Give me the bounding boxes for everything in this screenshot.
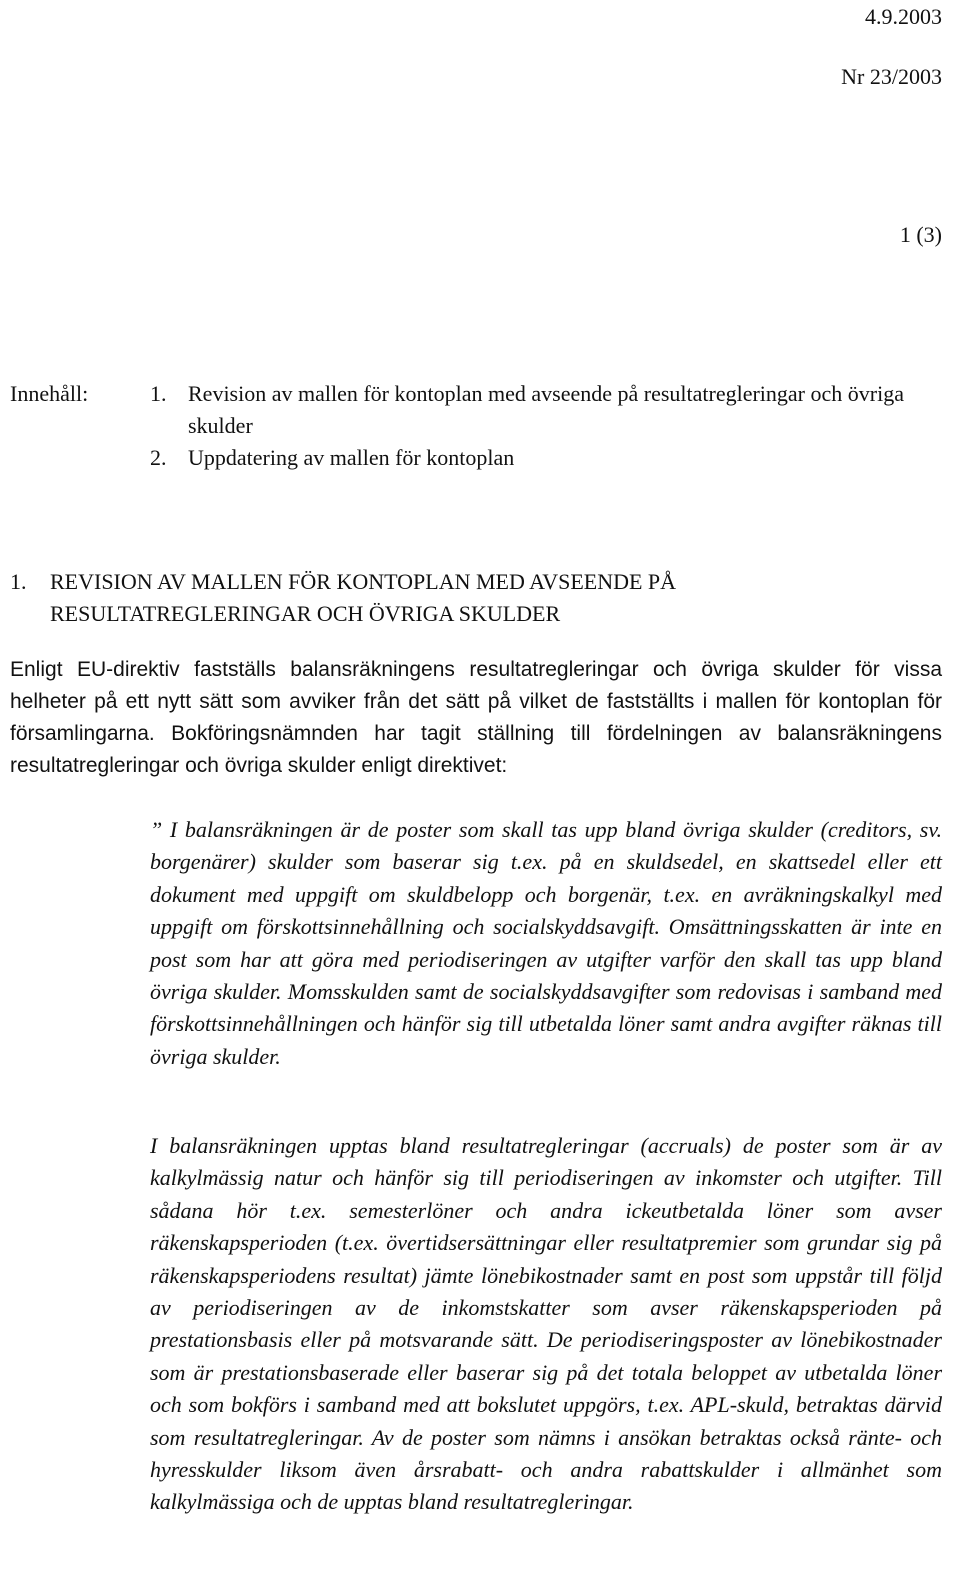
toc-item-text: Uppdatering av mallen för kontoplan <box>188 445 515 470</box>
document-date: 4.9.2003 <box>865 4 942 29</box>
section-number: 1. <box>10 569 27 594</box>
toc-item <box>150 442 910 474</box>
section-heading <box>10 566 870 630</box>
directive-quote-creditors: ” I balansräkningen är de poster som skall tas upp bland övriga skulder (creditors, sv. borgenärer) skulder som baserar sig t.ex. på en skuldsedel, en skattsedel eller ett dokument med uppgift om skuldbelopp och borgenär, t.ex. en avräkningskalkyl med uppgift om förskottsinnehållning och socialskyddsavgift. Omsättningsskatten är inte en post som har att göra med periodiseringen av utgifter varför den skall tas upp bland övriga skulder. Momsskulden samt de socialskyddsavgifter som redovisas i samband med förskottsinnehållningen och hänför sig till utbetalda löner samt andra avgifter räknas till övriga skulder. <box>150 817 942 1069</box>
toc-item-number: 2. <box>150 445 167 470</box>
toc-label: Innehåll: <box>10 381 89 406</box>
table-of-contents <box>150 378 910 474</box>
body-paragraph: Enligt EU-direktiv fastställs balansräkningens resultatregleringar och övriga skulder för vissa helheter på ett nytt sätt som avviker från det sätt på vilket de fastställts i mallen för kontoplan för församlingarna. Bokföringsnämnden har tagit ställning till fördelningen av balansräkningens resultatregleringar och övriga skulder enligt direktivet: <box>10 658 942 777</box>
page-number: 1 (3) <box>899 222 942 247</box>
toc-item-number: 1. <box>150 381 167 406</box>
issue-number: Nr 23/2003 <box>841 64 942 89</box>
directive-quote-accruals: I balansräkningen upptas bland resultatregleringar (accruals) de poster som är av kalkylmässig natur och hänför sig till periodiseringen av inkomster och utgifter. Till sådana hör t.ex. semesterlöner och andra ickeutbetalda löner som avser räkenskapsperioden (t.ex. övertidsersättningar eller resultatpremier som grundar sig på räkenskapsperiodens resultat) jämte lönebikostnader samt en post som uppstår till följd av periodiseringen av de inkomstskatter som avser räkenskapsperioden på prestationsbasis eller på motsvarande sätt. De periodiseringsposter av lönebikostnader som är prestationsbaserade eller baserar sig på det totala beloppet av utbetalda löner och som bokförs i samband med att bokslutet uppgörs, t.ex. APL-skuld, betraktas därvid som resultatregleringar. Av de poster som nämns i ansökan betraktas också ränte- och hyresskulder liksom även årsrabatt- och andra rabattskulder i allmänhet som kalkylmässiga och de upptas bland resultatregleringar. <box>150 1133 942 1515</box>
toc-item-text: Revision av mallen för kontoplan med avseende på resultatregleringar och övriga skulder <box>188 381 904 438</box>
section-title: REVISION AV MALLEN FÖR KONTOPLAN MED AVSEENDE PÅ RESULTATREGLERINGAR OCH ÖVRIGA SKULDER <box>50 569 677 626</box>
toc-item <box>150 378 910 442</box>
